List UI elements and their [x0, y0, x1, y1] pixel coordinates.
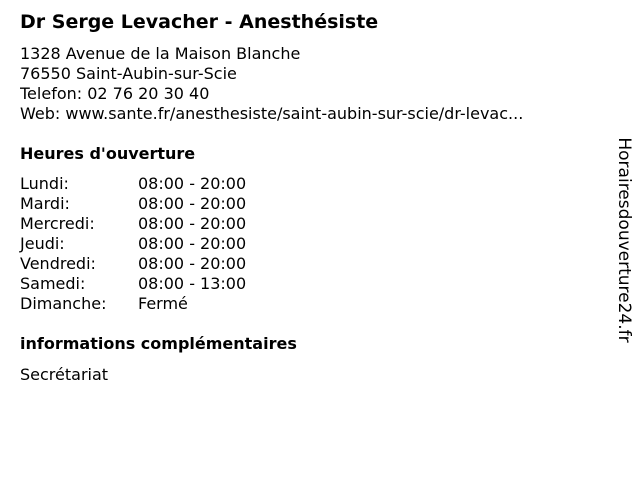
time-value: 08:00 - 20:00: [138, 174, 247, 193]
website-url: Web: www.sante.fr/anesthesiste/saint-aubin-sur-scie/dr-levac...: [20, 104, 524, 123]
day-label: Lundi:: [20, 174, 69, 193]
additional-info-text: Secrétariat: [20, 365, 109, 384]
day-label: Vendredi:: [20, 254, 96, 273]
city-address: 76550 Saint-Aubin-sur-Scie: [20, 64, 237, 83]
time-value: 08:00 - 20:00: [138, 214, 247, 233]
day-label: Jeudi:: [20, 234, 65, 253]
address-block: [20, 44, 600, 124]
time-value: 08:00 - 13:00: [138, 274, 247, 293]
time-value: 08:00 - 20:00: [138, 194, 247, 213]
additional-info-heading: informations complémentaires: [20, 334, 297, 353]
page-title: Dr Serge Levacher - Anesthésiste: [20, 11, 379, 33]
site-watermark: Horairesdouverture24.fr: [614, 137, 634, 343]
time-value: 08:00 - 20:00: [138, 254, 247, 273]
day-label: Samedi:: [20, 274, 86, 293]
time-value: Fermé: [138, 294, 188, 313]
day-label: Dimanche:: [20, 294, 107, 313]
phone-number: Telefon: 02 76 20 30 40: [20, 84, 210, 103]
time-value: 08:00 - 20:00: [138, 234, 247, 253]
day-label: Mercredi:: [20, 214, 95, 233]
day-label: Mardi:: [20, 194, 70, 213]
street-address: 1328 Avenue de la Maison Blanche: [20, 44, 301, 63]
opening-hours-heading: Heures d'ouverture: [20, 144, 196, 163]
